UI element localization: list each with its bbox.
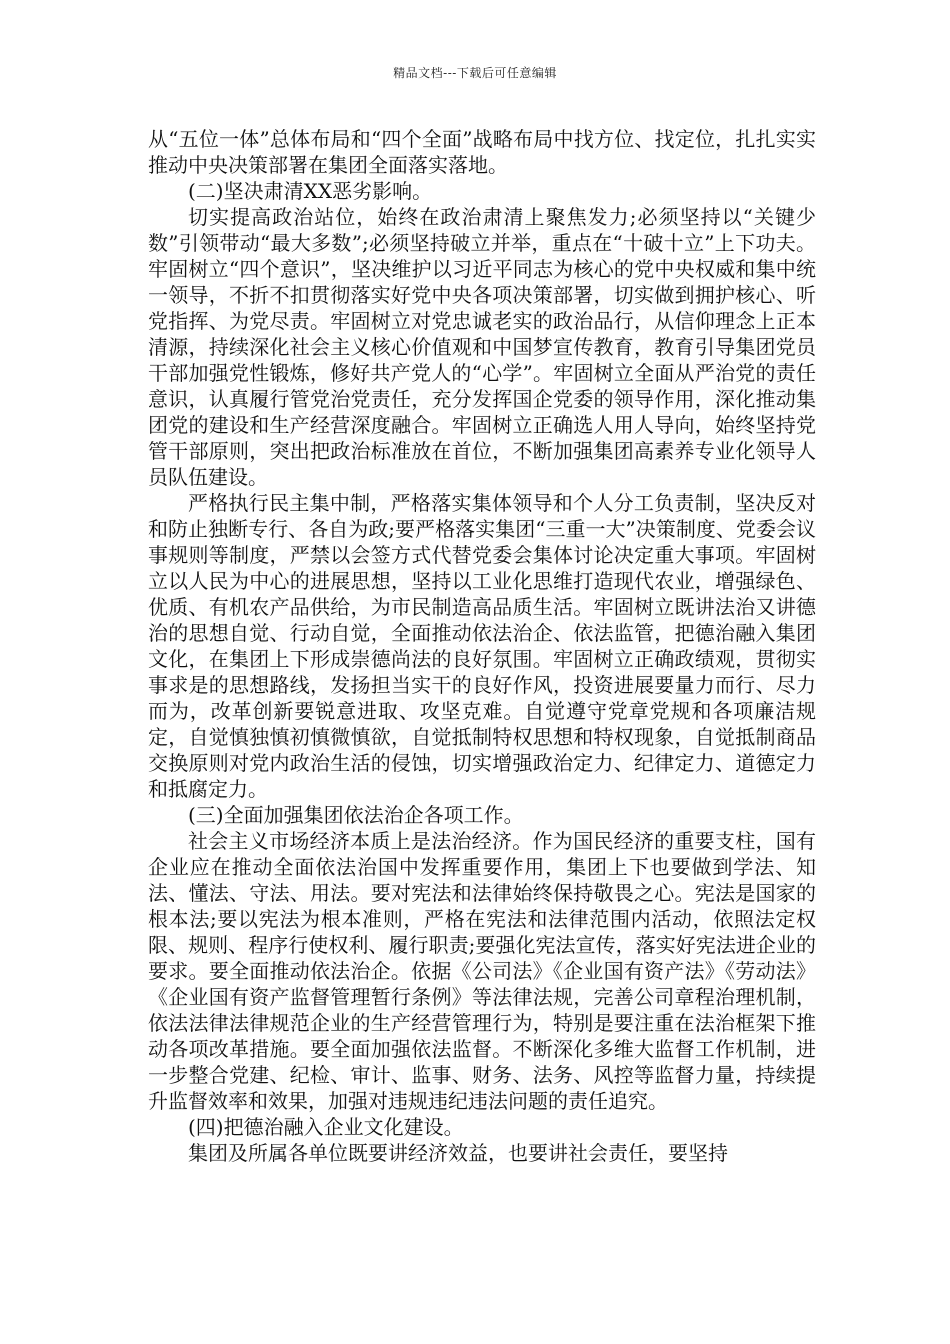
paragraph: 社会主义市场经济本质上是法治经济。作为国民经济的重要支柱，国有企业应在推动全面依法治国中发挥重要作用，集团上下也要做到学法、知法、懂法、守法、用法。要对宪法和法律始终保持敬畏之心。宪法是国家的根本法;要以宪法为根本准则，严格在宪法和法律范围内活动，依照法定权限、规则、程序行使权利、履行职责;要强化宪法宣传，落实好宪法进企业的要求。要全面推动依法治企。依据《公司法》《企业国有资产法》《劳动法》《企业国有资产监督管理暂行条例》等法律法规，完善公司章程治理机制，依法法律法律规范企业的生产经营管理行为，特别是要注重在法治框架下推动各项改革措施。要全面加强依法监督。不断深化多维大监督工作机制，进一步整合党建、纪检、审计、监事、财务、法务、风控等监督力量，持续提升监督效率和效果，加强对违规违纪违法问题的责任追究。 (148, 829, 816, 1113)
paragraph: 集团及所属各单位既要讲经济效益，也要讲社会责任，要坚持 (188, 1141, 728, 1165)
paragraph: (四)把德治融入企业文化建设。 (188, 1115, 464, 1139)
paragraph: 严格执行民主集中制，严格落实集体领导和个人分工负责制，坚决反对和防止独断专行、各自为政;要严格落实集团“三重一大”决策制度、党委会议事规则等制度，严禁以会签方式代替党委会集体讨论决定重大事项。牢固树立以人民为中心的进展思想，坚持以工业化思维打造现代农业，增强绿色、优质、有机农产品供给，为市民制造高品质生活。牢固树立既讲法治又讲德治的思想自觉、行动自觉，全面推动依法治企、依法监管，把德治融入集团文化，在集团上下形成崇德尚法的良好氛围。牢固树立正确政绩观，贯彻实事求是的思想路线，发扬担当实干的良好作风，投资进展要量力而行、尽力而为，改革创新要锐意进取、攻坚克难。自觉遵守党章党规和各项廉洁规定，自觉慎独慎初慎微慎欲，自觉抵制特权思想和特权现象，自觉抵制商品交换原则对党内政治生活的侵蚀，切实增强政治定力、纪律定力、道德定力和抵腐定力。 (148, 491, 816, 801)
paragraph: 切实提高政治站位，始终在政治肃清上聚焦发力;必须坚持以“关键少数”引领带动“最大多数”;必须坚持破立并举，重点在“十破十立”上下功夫。牢固树立“四个意识”，坚决维护以习近平同志为核心的党中央权威和集中统一领导，不折不扣贯彻落实好党中央各项决策部署，切实做到拥护核心、听党指挥、为党尽责。牢固树立对党忠诚老实的政治品行，从信仰理念上正本清源，持续深化社会主义核心价值观和中国梦宣传教育，教育引导集团党员干部加强党性锻炼，修好共产党人的“心学”。牢固树立全面从严治党的责任意识，认真履行管党治党责任，充分发挥国企党委的领导作用，深化推动集团党的建设和生产经营深度融合。牢固树立正确选人用人导向，始终坚持党管干部原则，突出把政治标准放在首位，不断加强集团高素养专业化领导人员队伍建设。 (148, 205, 816, 489)
paragraph: (三)全面加强集团依法治企各项工作。 (188, 803, 524, 827)
document-body (148, 126, 816, 1166)
paragraph: (二)坚决肃清XX恶劣影响。 (188, 179, 433, 203)
page-header: 精品文档---下载后可任意编辑 (393, 66, 557, 80)
paragraph: 从“五位一体”总体布局和“四个全面”战略布局中找方位、找定位，扎扎实实推动中央决策部署在集团全面落实落地。 (148, 127, 816, 177)
